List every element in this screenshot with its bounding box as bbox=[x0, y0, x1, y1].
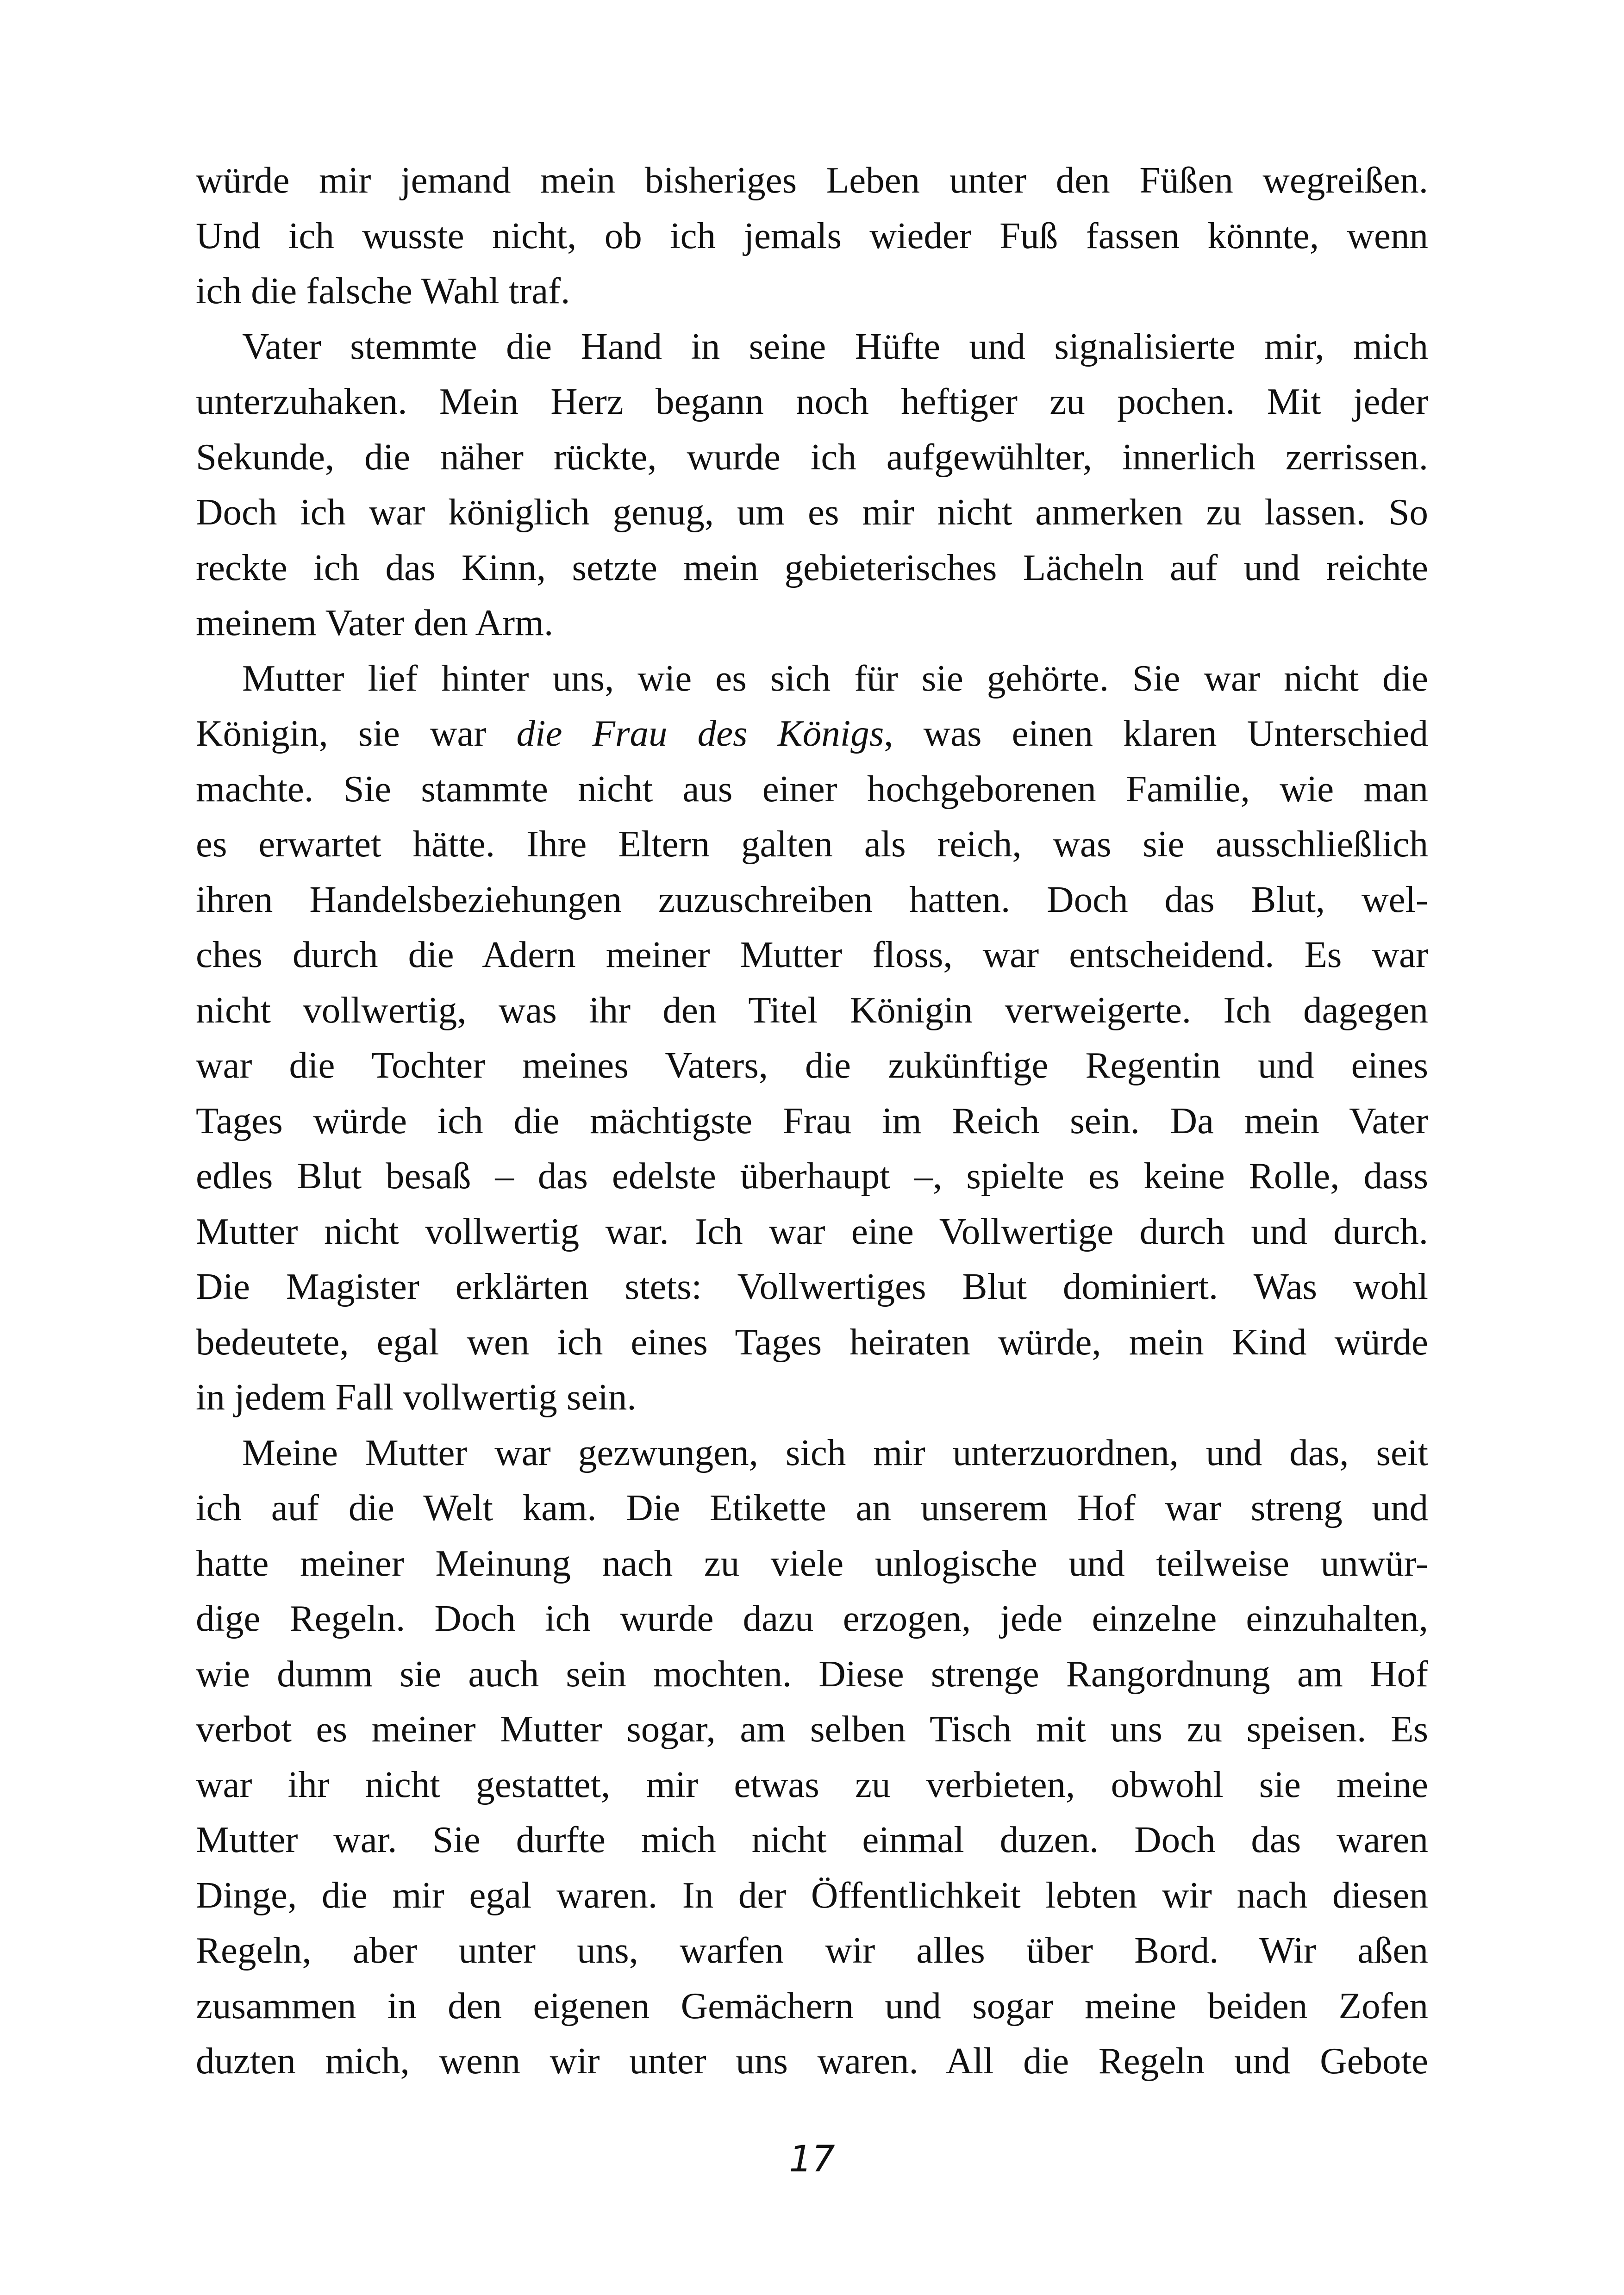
text-segment: , was einen klaren Unterschied bbox=[884, 712, 1428, 754]
text-line: duzten mich, wenn wir unter uns waren. All die Regeln und Gebote bbox=[196, 2040, 1428, 2082]
body-text bbox=[196, 153, 1428, 2089]
text-line: Vater stemmte die Hand in seine Hüfte und signalisierte mir, mich bbox=[242, 325, 1428, 367]
text-line: ich auf die Welt kam. Die Etikette an unserem Hof war streng und bbox=[196, 1487, 1428, 1528]
text-line: Mutter lief hinter uns, wie es sich für sie gehörte. Sie war nicht die bbox=[242, 657, 1428, 699]
text-line: Dinge, die mir egal waren. In der Öffentlichkeit lebten wir nach diesen bbox=[196, 1874, 1428, 1916]
text-line: Tages würde ich die mächtigste Frau im Reich sein. Da mein Vater bbox=[196, 1099, 1428, 1141]
text-line: wie dumm sie auch sein mochten. Diese strenge Rangordnung am Hof bbox=[196, 1653, 1428, 1695]
text-line: ich die falsche Wahl traf. bbox=[196, 270, 570, 312]
text-line: hatte meiner Meinung nach zu viele unlogische und teilweise unwür- bbox=[196, 1542, 1428, 1584]
text-line: Sekunde, die näher rückte, wurde ich aufgewühlter, innerlich zerrissen. bbox=[196, 436, 1428, 478]
text-line: Meine Mutter war gezwungen, sich mir unterzuordnen, und das, seit bbox=[242, 1431, 1428, 1473]
text-line: ihren Handelsbeziehungen zuzuschreiben hatten. Doch das Blut, wel- bbox=[196, 878, 1428, 920]
text-line: nicht vollwertig, was ihr den Titel Königin verweigerte. Ich dagegen bbox=[196, 989, 1428, 1031]
text-line: Regeln, aber unter uns, warfen wir alles über Bord. Wir aßen bbox=[196, 1929, 1428, 1971]
text-line: unterzuhaken. Mein Herz begann noch heftiger zu pochen. Mit jeder bbox=[196, 380, 1428, 422]
text-line: in jedem Fall vollwertig sein. bbox=[196, 1376, 637, 1418]
text-line: machte. Sie stammte nicht aus einer hochgeborenen Familie, wie man bbox=[196, 767, 1428, 810]
text-line: es erwartet hätte. Ihre Eltern galten als reich, was sie ausschließlich bbox=[196, 823, 1428, 865]
text-line: Mutter war. Sie durfte mich nicht einmal duzen. Doch das waren bbox=[196, 1819, 1428, 1860]
text-line: edles Blut besaß – das edelste überhaupt –, spielte es keine Rolle, dass bbox=[196, 1155, 1428, 1197]
text-line: Mutter nicht vollwertig war. Ich war eine Vollwertige durch und durch. bbox=[196, 1210, 1428, 1252]
text-line: meinem Vater den Arm. bbox=[196, 602, 554, 643]
text-line: ches durch die Adern meiner Mutter floss, war entscheidend. Es war bbox=[196, 934, 1428, 975]
text-line: bedeutete, egal wen ich eines Tages heiraten würde, mein Kind würde bbox=[196, 1321, 1428, 1363]
text-segment: Königin, sie war bbox=[196, 712, 517, 754]
text-line: Die Magister erklärten stets: Vollwertiges Blut dominiert. Was wohl bbox=[196, 1266, 1428, 1307]
text-line: reckte ich das Kinn, setzte mein gebieterisches Lächeln auf und reichte bbox=[196, 546, 1428, 588]
text-line bbox=[196, 706, 1428, 761]
text-line: war ihr nicht gestattet, mir etwas zu verbieten, obwohl sie meine bbox=[196, 1763, 1428, 1805]
text-line: zusammen in den eigenen Gemächern und sogar meine beiden Zofen bbox=[196, 1984, 1428, 2027]
text-line: verbot es meiner Mutter sogar, am selben Tisch mit uns zu speisen. Es bbox=[196, 1708, 1428, 1750]
text-line: Und ich wusste nicht, ob ich jemals wieder Fuß fassen könnte, wenn bbox=[196, 214, 1428, 256]
text-line: war die Tochter meines Vaters, die zukünftige Regentin und eines bbox=[196, 1044, 1428, 1086]
text-line: würde mir jemand mein bisheriges Leben unter den Füßen wegreißen. bbox=[196, 159, 1428, 201]
text-line: dige Regeln. Doch ich wurde dazu erzogen, jede einzelne einzuhalten, bbox=[196, 1597, 1428, 1639]
page-number: 17 bbox=[789, 2139, 835, 2180]
text-line: Doch ich war königlich genug, um es mir nicht anmerken zu lassen. So bbox=[196, 491, 1428, 533]
italic-phrase: die Frau des Königs bbox=[516, 712, 884, 754]
